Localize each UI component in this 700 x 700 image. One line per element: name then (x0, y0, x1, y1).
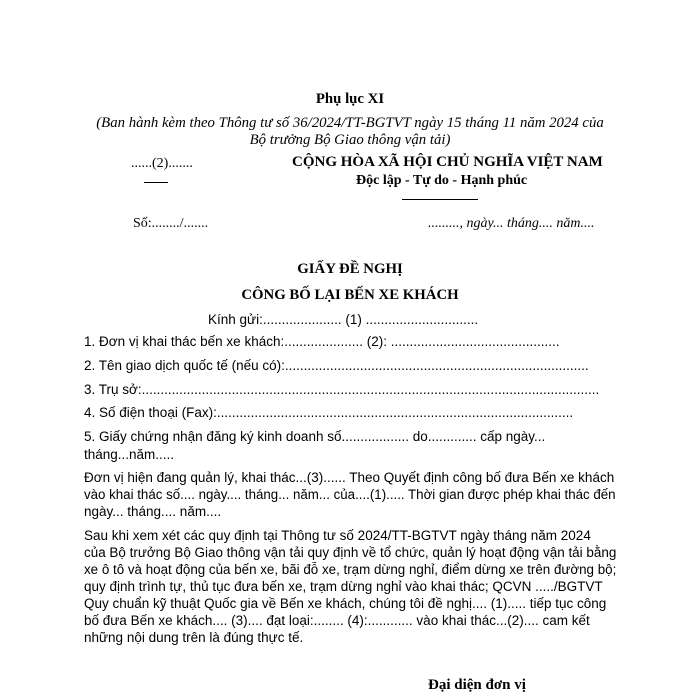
motto-underline (402, 199, 478, 200)
field-phone-fax: 4. Số điện thoại (Fax):............................................................................................... (84, 405, 574, 420)
org-placeholder: ......(2)....... (131, 156, 193, 171)
issued-note-line1: (Ban hành kèm theo Thông tư số 36/2024/TT-BGTVT ngày 15 tháng 11 năm 2024 của (96, 115, 604, 131)
place-date: ........., ngày... tháng.... năm.... (428, 216, 595, 231)
paragraph2-line6: bố đưa Bến xe khách.... (3).... đạt loại:........ (4):............ vào khai thác...(2).... cam kết (84, 613, 590, 628)
paragraph2-line7: những nội dung trên là đúng thực tế. (84, 630, 304, 645)
national-motto: Độc lập - Tự do - Hạnh phúc (356, 173, 528, 188)
paragraph2-line4: quy định trình tự, thủ tục đưa bến xe, trạm dừng nghỉ vào khai thác; QCVN ...../BGTVT (84, 579, 603, 594)
paragraph2-line1: Sau khi xem xét các quy định tại Thông tư số 2024/TT-BGTVT ngày tháng năm 2024 (84, 528, 591, 543)
paragraph1-line1: Đơn vị hiện đang quản lý, khai thác...(3)...... Theo Quyết định công bố đưa Bến xe khách (84, 470, 615, 485)
appendix-title: Phụ lục XI (315, 91, 385, 107)
org-underline (144, 182, 168, 183)
paragraph1-line3: ngày... tháng.... năm.... (84, 504, 222, 519)
paragraph1-line2: vào khai thác số.... ngày.... tháng... năm... của....(1)..... Thời gian được phép khai thác đến (84, 487, 616, 502)
field-international-name: 2. Tên giao dịch quốc tế (nếu có):................................................................................. (84, 358, 589, 373)
issued-note-line2: Bộ trưởng Bộ Giao thông vận tải) (249, 132, 451, 148)
paragraph2-line3: xe ô tô và hoạt động của bến xe, bãi đỗ xe, trạm dừng nghỉ, điểm dừng xe trên đường bộ; (84, 562, 617, 577)
paragraph2-line5: Quy chuẩn kỹ thuật Quốc gia về Bến xe khách, chúng tôi đề nghị.... (1)..... tiếp tục công (84, 596, 607, 611)
recipient-line: Kính gửi:..................... (1) .............................. (208, 312, 479, 327)
field-business-registration-line1: 5. Giấy chứng nhận đăng ký kinh doanh số.................. do............. cấp ngày... (84, 429, 546, 444)
field-business-registration-line2: tháng...năm..... (84, 447, 175, 462)
document-subtitle: CÔNG BỐ LẠI BẾN XE KHÁCH (241, 287, 459, 303)
document-title: GIẤY ĐỀ NGHỊ (297, 261, 403, 277)
field-operator-name: 1. Đơn vị khai thác bến xe khách:..................... (2): ............................................. (84, 334, 560, 349)
field-headquarters: 3. Trụ sở:.......................................................................................................................... (84, 382, 600, 397)
national-title: CỘNG HÒA XÃ HỘI CHỦ NGHĨA VIỆT NAM (292, 154, 603, 170)
signature-title: Đại diện đơn vị (428, 677, 526, 693)
document-number: Số:......../....... (133, 216, 209, 231)
paragraph2-line2: của Bộ trưởng Bộ Giao thông vận tải quy định về tổ chức, quản lý hoạt động vận tải bằng (84, 545, 617, 560)
